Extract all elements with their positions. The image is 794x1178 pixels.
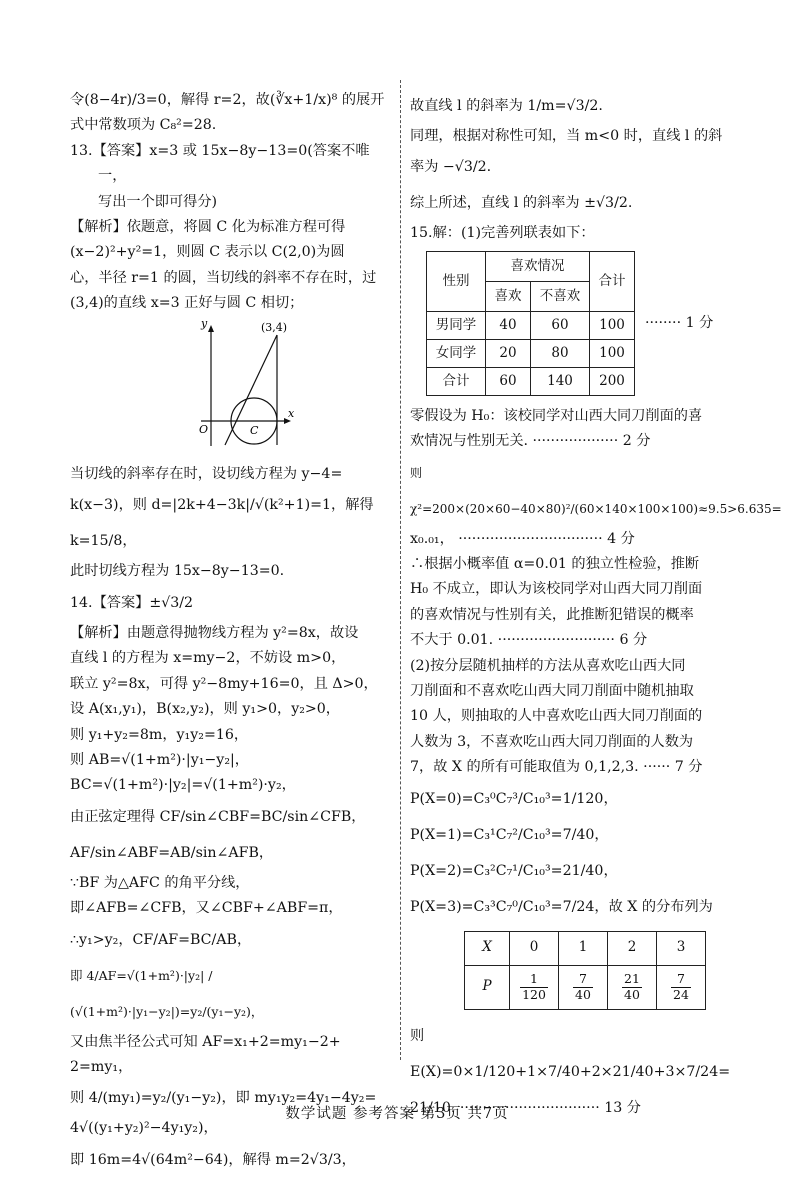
point-label: (3,4) xyxy=(261,320,288,334)
text-line: (2)按分层随机抽样的方法从喜欢吃山西大同 xyxy=(410,657,686,674)
table-cell: 男同学 xyxy=(427,311,486,339)
contingency-table xyxy=(426,251,635,396)
table-row xyxy=(465,931,706,965)
table-cell: 20 xyxy=(486,339,531,367)
text-line: 即∠AFB=∠CFB，又∠CBF+∠ABF=π， xyxy=(70,900,343,917)
text-line: 写出一个即可得分) xyxy=(98,193,218,210)
text-line: 不大于 0.01. ·························· 6 分 xyxy=(410,632,648,649)
x-label: x xyxy=(288,406,295,420)
table-header: P xyxy=(465,965,510,1009)
table-cell: $\frac{7}{24}$ xyxy=(657,965,706,1009)
text-line: AF/sin∠ABF=AB/sin∠AFB， xyxy=(70,844,274,861)
text-line: (3,4)的直线 x=3 正好与圆 C 相切； xyxy=(70,295,304,312)
text-line: 零假设为 H₀：该校同学对山西大同刀削面的喜 xyxy=(410,407,703,424)
text-line: x₀.₀₁， ································ 4 分 xyxy=(410,530,635,547)
text-line: BC=√(1+m²)·|y₂|=√(1+m²)·y₂， xyxy=(70,777,296,794)
text-line: ∴根据小概率值 α=0.01 的独立性检验，推断 xyxy=(410,556,700,573)
score-mark: ········ 1 分 xyxy=(645,314,714,331)
table-header: 合计 xyxy=(590,251,635,311)
text-line: 4√((y₁+y₂)²−4y₁y₂)， xyxy=(70,1120,218,1137)
table-cell: 女同学 xyxy=(427,339,486,367)
table-header: 不喜欢 xyxy=(531,281,590,311)
probability-line: P(X=3)=C₃³C₇⁰/C₁₀³=7/24，故 X 的分布列为 xyxy=(410,898,713,915)
right-column xyxy=(410,88,782,1126)
q13-analysis: 【解析】依题意，将圆 C 化为标准方程可得 xyxy=(70,219,346,236)
chi-square-line: 则 χ²=200×(20×60−40×80)²/(60×140×100×100)≈9.5>6.635= xyxy=(410,465,782,516)
page-footer: 数学试题 参考答案 第3页 共7页 xyxy=(285,1106,509,1122)
table-cell: 140 xyxy=(531,367,590,395)
table-cell: $\frac{1}{120}$ xyxy=(510,965,559,1009)
table-cell: 40 xyxy=(486,311,531,339)
q14-answer: 14.【答案】±√3/2 xyxy=(70,594,194,611)
y-label: y xyxy=(201,320,208,330)
text-line: 则 y₁+y₂=8m，y₁y₂=16， xyxy=(70,726,249,743)
text-line: 即 16m=4√(64m²−64)，解得 m=2√3/3， xyxy=(70,1151,356,1168)
text-line: 设 A(x₁,y₁)，B(x₂,y₂)，则 y₁>0，y₂>0， xyxy=(70,701,340,718)
table-row xyxy=(427,367,635,395)
text-line: 联立 y²=8x，可得 y²−8my+16=0，且 Δ>0， xyxy=(70,675,378,692)
table-header: X xyxy=(465,931,510,965)
text-line: ∵BF 为△AFC 的角平分线， xyxy=(70,874,250,891)
text-line: 令(8−4r)/3=0，解得 r=2，故(∛x+1/x)⁸ 的展开 xyxy=(70,92,385,108)
text-line: 率为 −√3/2. xyxy=(410,159,492,176)
center-label: C xyxy=(250,423,259,437)
text-line: k(x−3)，则 d=|2k+4−3k|/√(k²+1)=1，解得 k=15/8， xyxy=(70,497,374,550)
table-cell: 60 xyxy=(486,367,531,395)
probability-line: P(X=2)=C₃²C₇¹/C₁₀³=21/40， xyxy=(410,862,618,879)
probability-line: P(X=1)=C₃¹C₇²/C₁₀³=7/40， xyxy=(410,826,609,843)
table-header: 性别 xyxy=(427,251,486,311)
text-line: 即 4/AF=√(1+m²)·|y₂| / (√(1+m²)·|y₁−y₂|)=y₂/(y₁−y₂)， xyxy=(70,967,264,1019)
text-line: 当切线的斜率存在时，设切线方程为 y−4= xyxy=(70,466,343,483)
table-cell: 3 xyxy=(657,931,706,965)
table-cell: $\frac{21}{40}$ xyxy=(608,965,657,1009)
table-cell: 200 xyxy=(590,367,635,395)
table-row xyxy=(427,311,635,339)
table-cell: 80 xyxy=(531,339,590,367)
text-line: 则 4/(my₁)=y₂/(y₁−y₂)，即 my₁y₂=4y₁−4y₂= xyxy=(70,1090,377,1107)
expectation-line: 则 E(X)=0×1/120+1×7/40+2×21/40+3×7/24= xyxy=(410,1027,731,1080)
table-row xyxy=(465,965,706,1009)
text-line: 综上所述，直线 l 的斜率为 ±√3/2. xyxy=(410,195,633,212)
table-cell: 60 xyxy=(531,311,590,339)
text-line: 心，半径 r=1 的圆，当切线的斜率不存在时，过 xyxy=(70,269,377,286)
left-column xyxy=(70,88,392,1178)
table-cell: 0 xyxy=(510,931,559,965)
tangent-figure xyxy=(195,321,392,458)
table-cell: $\frac{7}{40}$ xyxy=(559,965,608,1009)
q13-answer: 13.【答案】x=3 或 15x−8y−13=0(答案不唯一， xyxy=(70,142,370,185)
text-line: 人数为 3，不喜欢吃山西大同刀削面的人数为 xyxy=(410,733,694,750)
origin-label: O xyxy=(199,422,209,436)
text-line: 此时切线方程为 15x−8y−13=0. xyxy=(70,563,285,580)
contingency-table-block xyxy=(426,251,728,396)
text-line: 式中常数项为 C₈²=28. xyxy=(70,117,217,134)
table-row xyxy=(427,339,635,367)
q15-heading: 15.解：(1)完善列联表如下： xyxy=(410,225,595,242)
text-line: 则 AB=√(1+m²)·|y₁−y₂|， xyxy=(70,751,249,768)
table-cell: 合计 xyxy=(427,367,486,395)
text-line: (x−2)²+y²=1，则圆 C 表示以 C(2,0)为圆 xyxy=(70,244,345,261)
text-line: 刀削面和不喜欢吃山西大同刀削面中随机抽取 xyxy=(410,683,694,700)
text-line: 同理，根据对称性可知，当 m<0 时，直线 l 的斜 xyxy=(410,128,723,144)
text-line: 欢情况与性别无关. ··················· 2 分 xyxy=(410,433,651,450)
text-line: H₀ 不成立，即认为该校同学对山西大同刀削面 xyxy=(410,581,703,598)
text-line: 又由焦半径公式可知 AF=x₁+2=my₁−2+ xyxy=(70,1033,341,1050)
y-axis-arrow-icon xyxy=(208,325,214,332)
text-line: 的喜欢情况与性别有关，此推断犯错误的概率 xyxy=(410,606,694,623)
table-header: 喜欢 xyxy=(486,281,531,311)
table-header: 喜欢情况 xyxy=(486,251,590,281)
probability-line: P(X=0)=C₃⁰C₇³/C₁₀³=1/120， xyxy=(410,790,618,807)
q14-analysis: 【解析】由题意得抛物线方程为 y²=8x，故设 xyxy=(70,624,359,641)
text-line: 由正弦定理得 CF/sin∠CBF=BC/sin∠CFB， xyxy=(70,808,366,825)
text-line: 直线 l 的方程为 x=my−2，不妨设 m>0， xyxy=(70,650,346,667)
column-divider xyxy=(400,80,401,1060)
table-cell: 1 xyxy=(559,931,608,965)
text-line: 21/10. ······························· 13 分 xyxy=(410,1099,641,1116)
table-cell: 2 xyxy=(608,931,657,965)
text-line: ∴y₁>y₂，CF/AF=BC/AB， xyxy=(70,931,252,948)
table-cell: 100 xyxy=(590,339,635,367)
text-line: 7，故 X 的所有可能取值为 0,1,2,3. ······ 7 分 xyxy=(410,759,703,776)
text-line: 故直线 l 的斜率为 1/m=√3/2. xyxy=(410,98,603,114)
text-line: 2=my₁， xyxy=(70,1058,133,1075)
text-line: 10 人，则抽取的人中喜欢吃山西大同刀削面的 xyxy=(410,708,703,725)
table-cell: 100 xyxy=(590,311,635,339)
distribution-table xyxy=(464,931,706,1010)
